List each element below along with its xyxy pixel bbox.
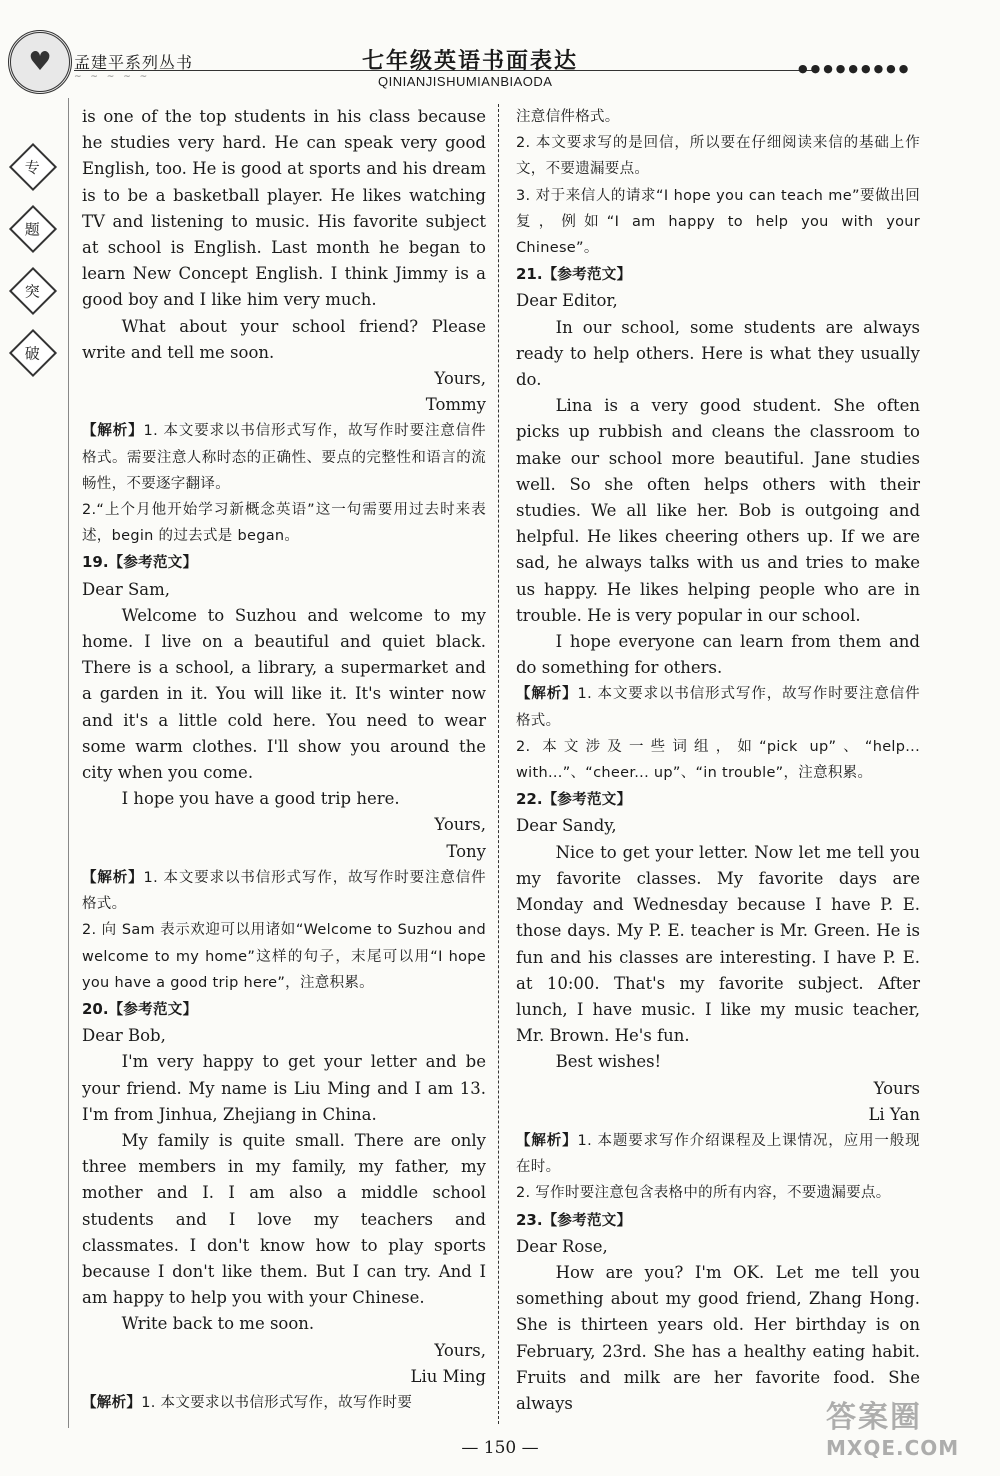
section-heading: 19.【参考范文】 <box>82 553 198 572</box>
section-heading: 21.【参考范文】 <box>516 265 632 284</box>
section-heading: 23.【参考范文】 <box>516 1210 632 1229</box>
analysis-note: 【解析】1. 本文要求以书信形式写作，故写作时要注意信件格式。 <box>516 686 920 729</box>
side-tab: 破 <box>9 329 57 377</box>
side-tab: 题 <box>9 205 57 253</box>
page-number: — 150 — <box>461 1438 539 1458</box>
heart-icon: ♥ <box>28 47 52 77</box>
side-tab: 突 <box>9 267 57 315</box>
letter-paragraph: Write back to me soon. <box>121 1314 315 1334</box>
section-heading: 20.【参考范文】 <box>82 999 198 1018</box>
letter-greeting: Dear Sam, <box>82 579 170 599</box>
watermark-cn: 答案圈 <box>826 1400 922 1435</box>
series-name: 孟建平系列丛书 <box>74 53 194 72</box>
left-column <box>82 104 486 1416</box>
analysis-note: 【解析】1. 本文要求以书信形式写作，故写作时要注意信件格式。 <box>82 869 486 913</box>
header-dots: ●●●●●●●●● <box>798 62 912 75</box>
signature-name: Tommy <box>425 395 486 415</box>
page-header <box>0 0 1000 89</box>
letter-paragraph: Nice to get your letter. Now let me tell you my favorite classes. My favorite days are Monday and Wednesday because I have P. E. those days. My P. E. teacher is Mr. Green. He is fun and his classes are interesting. I have P. E. at 10:00. That's my favorite subject. After lunch, I have music. I like my music teacher, Mr. Brown. He's fun. <box>516 842 920 1046</box>
letter-paragraph: In our school, some students are always ready to help others. Here is what they usually do. <box>516 317 920 390</box>
analysis-note: 【解析】1. 本文要求以书信形式写作，故写作时要注意信件格式。需要注意人称时态的正确性、要点的完整性和语言的流畅性，不要逐字翻译。 <box>82 423 486 492</box>
signature-closing: Yours, <box>434 1340 486 1360</box>
analysis-note: 2. 写作时要注意包含表格中的所有内容，不要遗漏要点。 <box>516 1185 891 1202</box>
letter-paragraph: I hope you have a good trip here. <box>121 789 400 809</box>
series-logo <box>8 30 72 94</box>
analysis-note: 注意信件格式。 <box>516 109 620 125</box>
series-subtitle-decoration: ~ ~ ~ ~ ~ <box>74 72 151 82</box>
analysis-note: 2.“上个月他开始学习新概念英语”这一句需要用过去时来表述，begin 的过去式是 began。 <box>82 502 486 545</box>
letter-paragraph: I hope everyone can learn from them and do something for others. <box>516 632 920 678</box>
analysis-note: 2. 向 Sam 表示欢迎可以用诸如“Welcome to Suzhou and welcome to my home”这样的句子，末尾可以用“I hope you have a good trip here”，注意积累。 <box>82 922 486 991</box>
analysis-note: 2. 本文涉及一些词组，如“pick up”、“help... with...”、“cheer... up”、“in trouble”，注意积累。 <box>516 738 920 782</box>
letter-greeting: Dear Bob, <box>82 1026 166 1046</box>
letter-paragraph: Best wishes! <box>555 1052 662 1072</box>
column-divider <box>498 104 499 1424</box>
watermark-en: MXQE.COM <box>826 1436 960 1460</box>
site-watermark <box>826 1392 994 1472</box>
letter-greeting: Dear Rose, <box>516 1236 608 1256</box>
letter-paragraph: is one of the top students in his class because he studies very hard. He can speak very good English, too. He is good at sports and his dream is to be a basketball player. He likes watching TV and listening to music. His favorite subject at school is English. Last month he began to learn New Concept English. I think Jimmy is a good boy and I like him very much. <box>82 107 486 310</box>
letter-paragraph: Lina is a very good student. She often picks up rubbish and cleans the classroom to make our school more beautiful. Jane studies well. So she often helps others with their studies. We all like her. Bob is outgoing and helpful. He likes cheering others up. If we are sad, he always talks with us and tries to make us happy. He likes helping people who are in trouble. He is very popular in our school. <box>516 396 920 625</box>
margin-line <box>68 98 69 1428</box>
side-tab: 专 <box>9 143 57 191</box>
signature-name: Li Yan <box>868 1104 920 1124</box>
analysis-note: 【解析】1. 本题要求写作介绍课程及上课情况，应用一般现在时。 <box>516 1132 920 1176</box>
signature-closing: Yours, <box>434 369 486 389</box>
letter-paragraph: I'm very happy to get your letter and be your friend. My name is Liu Ming and I am 13. I'm from Jinhua, Zhejiang in China. <box>82 1052 486 1124</box>
right-column <box>516 104 920 1417</box>
book-title: 七年级英语书面表达 <box>362 49 579 74</box>
signature-name: Tony <box>446 841 486 861</box>
letter-paragraph: Welcome to Suzhou and welcome to my home. I live on a beautiful and quiet black. There is a school, a library, a supermarket and a garden in it. You will like it. It's winter now and it's a little cold here. You need to wear some warm clothes. I'll show you around the city when you come. <box>82 605 486 783</box>
section-heading: 22.【参考范文】 <box>516 790 632 809</box>
analysis-note: 【解析】1. 本文要求以书信形式写作，故写作时要 <box>82 1394 413 1411</box>
signature-closing: Yours, <box>434 815 486 835</box>
analysis-note: 2. 本文要求写的是回信，所以要在仔细阅读来信的基础上作文，不要遗漏要点。 <box>516 135 920 178</box>
analysis-note: 3. 对于来信人的请求“I hope you can teach me”要做出回复，例如“I am happy to help you with your Chinese”。 <box>516 187 920 257</box>
letter-greeting: Dear Sandy, <box>516 816 617 836</box>
side-tabs <box>14 150 48 398</box>
book-title-pinyin: QINIANJISHUMIANBIAODA <box>378 74 553 89</box>
letter-paragraph: My family is quite small. There are only three members in my family, my father, my mother and I. I am also a middle school students and I love my teachers and classmates. I don't know how to play sports because I don't like them. But I can try. And I am happy to help you with your Chinese. <box>82 1130 486 1308</box>
letter-paragraph: What about your school friend? Please write and tell me soon. <box>82 316 486 362</box>
signature-closing: Yours <box>873 1078 920 1098</box>
letter-greeting: Dear Editor, <box>516 291 618 311</box>
signature-name: Liu Ming <box>410 1366 486 1386</box>
letter-paragraph: How are you? I'm OK. Let me tell you something about my good friend, Zhang Hong. She is thirteen years old. Her birthday is on February, 23rd. She has a healthy eating habit. Fruits and milk are her favorite food. She always <box>516 1262 920 1413</box>
